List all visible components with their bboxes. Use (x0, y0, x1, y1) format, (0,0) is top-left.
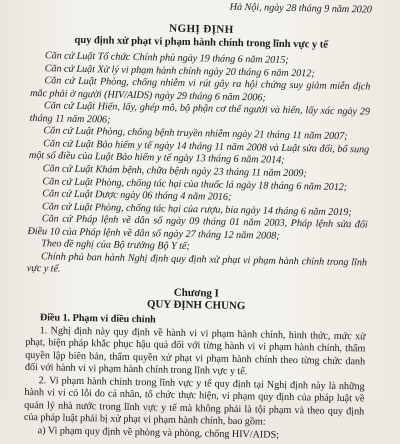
decree-title: NGHỊ ĐỊNH (169, 22, 234, 36)
legal-basis-item: Căn cứ Luật Phòng, chống tác hại của rượu, bia ngày 14 tháng 6 năm 2019; (41, 200, 352, 218)
article-clause: 2. Vi phạm hành chính trong lĩnh vực y tế quy định tại Nghị định này là những hành vi vi có lỗi do cá nhân, tổ chức thực hiện, vi phạm quy định của pháp luật về quản lý nhà nước trong lĩnh vực y tế mà không phải là tội phạm và theo quy định của pháp luật phải bị xử phạt vi phạm hành chính, bao gồm: (23, 374, 365, 428)
enactment-statement: Chính phủ ban hành Nghị định quy định xử phạt vi phạm hành chính trong lĩnh vực y tế. (26, 251, 368, 275)
legal-basis-item: Căn cứ Luật Phòng, chống nhiễm vi rút gây ra hội chứng suy giảm miễn dịch mắc phải ở người (HIV/AIDS) ngày 29 tháng 6 năm 2006; (30, 75, 371, 104)
legal-basis-item: Căn cứ Luật Dược ngày 06 tháng 4 năm 2016; (42, 188, 232, 203)
legal-basis-item: Theo đề nghị của Bộ trưởng Bộ Y tế; (41, 238, 190, 253)
date-line: Hà Nội, ngày 28 tháng 9 năm 2020 (229, 1, 372, 16)
chapter-name: QUY ĐỊNH CHUNG (146, 298, 246, 313)
legal-basis-item: Căn cứ Luật Khám bệnh, chữa bệnh ngày 23 tháng 11 năm 2009; (42, 163, 307, 180)
legal-basis-item: Căn cứ Luật Phòng, chống tác hại của thuốc lá ngày 18 tháng 6 năm 2012; (42, 175, 348, 193)
document-text (24, 0, 372, 444)
legal-basis-item: Căn cứ Pháp lệnh về dân số ngày 09 tháng 01 năm 2003, Pháp lệnh sửa đổi Điều 10 của Pháp lệnh về dân số ngày 27 tháng 12 năm 2008; (27, 213, 368, 242)
article-heading: Điều 1. Phạm vi điều chỉnh (39, 312, 156, 326)
article-subclause: a) Vi phạm quy định về phòng và phòng, chống HIV/AIDS; (37, 425, 280, 441)
legal-basis-item: Căn cứ Luật Xử lý vi phạm hành chính ngày 20 tháng 6 năm 2012; (44, 62, 315, 80)
chapter-number: Chương I (173, 286, 219, 300)
decree-subtitle: quy định xử phạt vi phạm hành chính trong lĩnh vực y tế (74, 34, 329, 51)
article-clause: 1. Nghị định này quy định về hành vi vi phạm hành chính, hình thức, mức xử phạt, biện pháp khắc phục hậu quả đối với từng hành vi vi phạm hành chính, thẩm quyền lập biên bản, thẩm quyền xử phạt vi phạm hành chính theo từng chức danh đối với hành vi vi phạm hành chính trong lĩnh vực y tế. (24, 324, 366, 378)
legal-basis-item: Căn cứ Luật Hiến, lấy, ghép mô, bộ phận cơ thể người và hiến, lấy xác ngày 29 tháng 11 năm 2006; (29, 100, 370, 126)
legal-basis-item: Căn cứ Luật Bảo hiểm y tế ngày 14 tháng 11 năm 2008 và Luật sửa đổi, bổ sung một số điều của Luật Bảo hiểm y tế ngày 13 tháng 6 năm 2014; (28, 138, 370, 167)
legal-basis-item: Căn cứ Luật Tổ chức Chính phủ ngày 19 tháng 6 năm 2015; (44, 50, 289, 67)
legal-basis-item: Căn cứ Luật Phòng, chống bệnh truyền nhiễm ngày 21 tháng 11 năm 2007; (43, 125, 348, 143)
